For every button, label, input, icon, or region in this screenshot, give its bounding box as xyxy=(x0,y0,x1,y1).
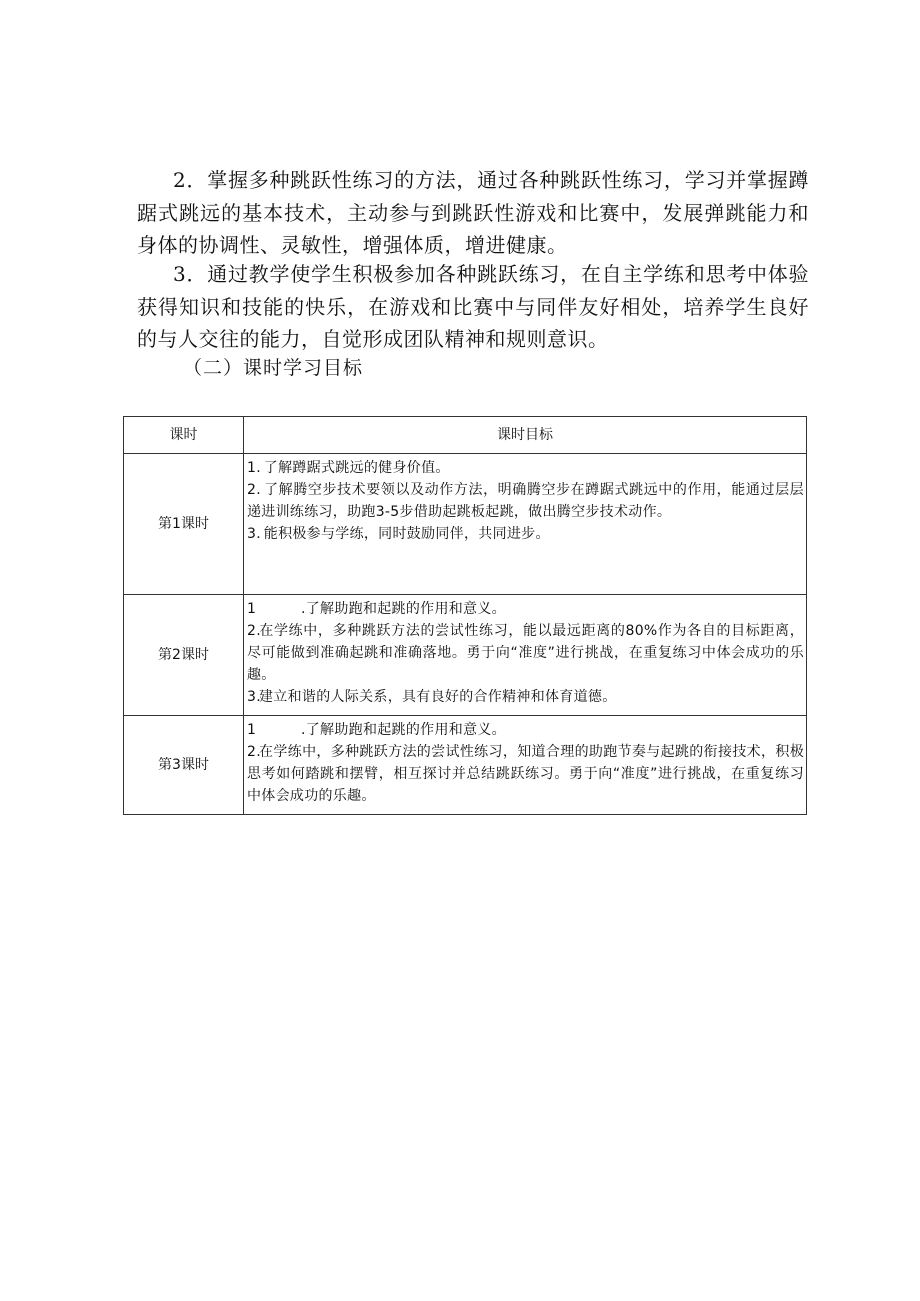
goal-cell xyxy=(244,595,807,716)
lesson-label: 第1课时 xyxy=(124,454,244,595)
goal-text: 了解腾空步技术要领以及动作方法，明确腾空步在蹲踞式跳远中的作用，能通过层层递进训练练习，助跑3-5步借助起跳板起跳，做出腾空步技术动作。 xyxy=(247,482,804,520)
header-lesson: 课时 xyxy=(124,417,244,454)
section-subheading: （二）课时学习目标 xyxy=(183,357,364,379)
goal-number: 2. xyxy=(247,623,261,639)
objective-paragraph-2: 2．掌握多种跳跃性练习的方法，通过各种跳跃性练习，学习并掌握蹲踞式跳远的基本技术，主动参与到跳跃性游戏和比赛中，发展弹跳能力和身体的协调性、灵敏性，增强体质，增进健康。 xyxy=(137,168,809,257)
goal-item xyxy=(247,719,804,741)
header-goals: 课时目标 xyxy=(244,417,807,454)
goal-number: 3. xyxy=(247,689,261,705)
goal-cell xyxy=(244,454,807,595)
goal-number: 2. xyxy=(247,482,261,498)
lesson-label: 第3课时 xyxy=(124,716,244,815)
goal-text: .了解助跑和起跳的作用和意义。 xyxy=(301,722,506,738)
goal-text: 在学练中，多种跳跃方法的尝试性练习，能以最远距离的80%作为各自的目标距离，尽可能做到准确起跳和准确落地。勇于向“准度”进行挑战，在重复练习中体会成功的乐趣。 xyxy=(247,623,804,683)
goal-number: 1. xyxy=(247,460,261,476)
table-header-row xyxy=(124,417,807,454)
goal-cell xyxy=(244,716,807,815)
lesson-label: 第2课时 xyxy=(124,595,244,716)
goal-text: .了解助跑和起跳的作用和意义。 xyxy=(301,601,506,617)
table-row xyxy=(124,595,807,716)
lesson-goals-table xyxy=(123,416,807,815)
goal-item xyxy=(247,598,804,620)
goal-item xyxy=(247,686,804,708)
goal-item xyxy=(247,741,804,807)
goal-number: 1 xyxy=(247,601,257,617)
goal-text: 在学练中，多种跳跃方法的尝试性练习，知道合理的助跑节奏与起跳的衔接技术，积极思考如何踏跳和摆臂，相互探讨并总结跳跃练习。勇于向“准度”进行挑战，在重复练习中体会成功的乐趣。 xyxy=(247,744,804,804)
goal-item xyxy=(247,523,804,545)
table-row xyxy=(124,454,807,595)
table-row xyxy=(124,716,807,815)
goal-text: 能积极参与学练，同时鼓励同伴，共同进步。 xyxy=(263,526,550,542)
goal-item xyxy=(247,457,804,479)
goal-number: 3. xyxy=(247,526,261,542)
goal-number: 1 xyxy=(247,722,257,738)
goal-item xyxy=(247,479,804,523)
goal-text: 了解蹲踞式跳远的健身价值。 xyxy=(263,460,450,476)
objective-paragraph-3: 3．通过教学使学生积极参加各种跳跃练习，在自主学练和思考中体验获得知识和技能的快乐，在游戏和比赛中与同伴友好相处，培养学生良好的与人交往的能力，自觉形成团队精神和规则意识。 xyxy=(137,262,809,351)
goal-number: 2. xyxy=(247,744,261,760)
goal-item xyxy=(247,620,804,686)
goal-text: 建立和谐的人际关系，具有良好的合作精神和体育道德。 xyxy=(259,689,617,705)
